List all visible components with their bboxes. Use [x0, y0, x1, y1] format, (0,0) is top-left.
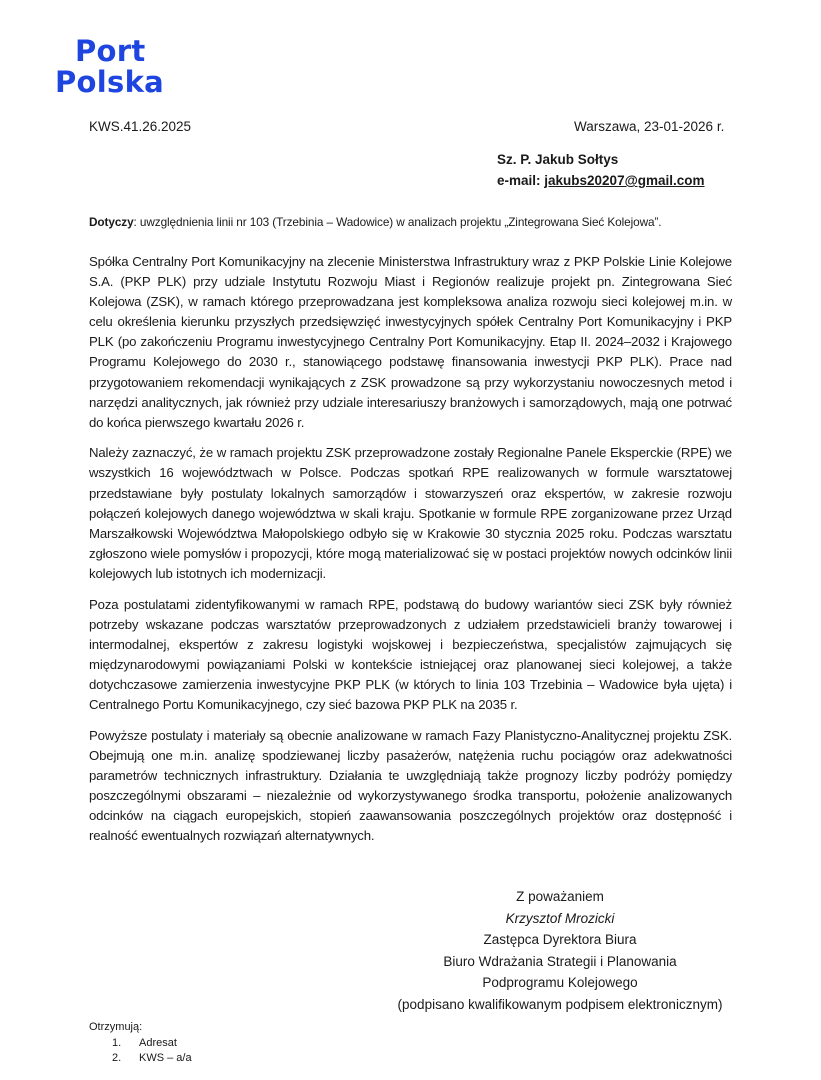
distribution-item: [89, 1036, 192, 1052]
salutation: Z poważaniem: [516, 889, 604, 904]
distribution-item-text: KWS – a/a: [139, 1052, 192, 1064]
signer-name: Krzysztof Mrozicki: [505, 910, 615, 926]
signature-note: (podpisano kwalifikowanym podpisem elektronicznym): [397, 996, 723, 1012]
port-polska-logo: [55, 36, 164, 98]
body-paragraph: Spółka Centralny Port Komunikacyjny na zlecenie Ministerstwa Infrastruktury wraz z PKP Polskie Linie Kolejowe S.A. (PKP PLK) przy udziale Instytutu Rozwoju Miast i Regionów realizuje projekt pn. Zintegrowana Sieć Kolejowa (ZSK), w ramach którego przeprowadzana jest kompleksowa analiza rozwoju sieci kolejowej m.in. w celu określenia kierunku przyszłych przedsięwzięć inwestycyjnych spółek Centralny Port Komunikacyjny i PKP PLK (po zakończeniu Programu inwestycyjnego Centralny Port Komunikacyjny. Etap II. 2024–2032 i Krajowego Programu Kolejowego do 2030 r., stanowiącego podstawę finansowania inwestycji PKP PLK). Prace nad przygotowaniem rekomendacji wynikających z ZSK prowadzone są przy wykorzystaniu nowoczesnych metod i narzędzi analitycznych, jak również przy udziale interesariuszy branżowych i samorządowych, mają one potrwać do końca pierwszego kwartału 2026 r.: [89, 254, 732, 430]
subject-label: Dotyczy: [89, 215, 134, 229]
subject-line: [89, 215, 661, 229]
subject-text: : uwzględnienia linii nr 103 (Trzebinia – Wadowice) w analizach projektu „Zintegrowana Sieć Kolejowa”.: [133, 215, 662, 229]
distribution-item-number: 2.: [112, 1052, 122, 1064]
recipient-block: [497, 149, 705, 191]
reference-number: KWS.41.26.2025: [89, 119, 192, 134]
signer-title: Zastępca Dyrektora Biura: [483, 932, 637, 947]
recipient-name: Sz. P. Jakub Sołtys: [497, 152, 619, 167]
body-paragraph: Powyższe postulaty i materiały są obecnie analizowane w ramach Fazy Planistyczno-Analitycznej projektu ZSK. Obejmują one m.in. analizę spodziewanej liczby pasażerów, natężenia ruchu pociągów oraz adekwatności parametrów technicznych infrastruktury. Działania te uwzględniają także prognozy liczby podróży pomiędzy poszczególnymi obszarami – niezależnie od wykorzystywanego środka transportu, położenie analizowanych odcinków na ciągach europejskich, stopień zaawansowania poszczególnych projektów oraz dostępność i realność ewentualnych rozwiązań alternatywnych.: [89, 727, 732, 844]
recipient-email-line: [497, 170, 705, 191]
body-paragraph: Należy zaznaczyć, że w ramach projektu ZSK przeprowadzone zostały Regionalne Panele Eksperckie (RPE) we wszystkich 16 województwach w Polsce. Podczas spotkań RPE realizowanych w formule warsztatowej przedstawiane były postulaty lokalnych samorządów i stowarzyszeń oraz ekspertów, w zakresie rozwoju połączeń kolejowych danego województwa w skali kraju. Spotkanie w formule RPE zorganizowane przez Urząd Marszałkowski Województwa Małopolskiego odbyło się w Krakowie 30 stycznia 2025 roku. Podczas warsztatu zgłoszono wiele pomysłów i propozycji, które mogą materializować się w postaci projektów nowych odcinków linii kolejowych lub istotnych ich modernizacji.: [89, 445, 732, 581]
email-label: e-mail:: [497, 173, 545, 188]
body-paragraph: Poza postulatami zidentyfikowanymi w ramach RPE, podstawą do budowy wariantów sieci ZSK były również potrzeby wskazane podczas warsztatów przeprowadzonych z udziałem przedstawicieli branży towarowej i intermodalnej, ekspertów z zakresu logistyki wojskowej i bezpieczeństwa, specjalistów zajmujących się międzynarodowymi powiązaniami Polski w kontekście istniejącej oraz planowanej sieci kolejowej, a także dotychczasowe zamierzenia inwestycyjne PKP PLK (w których to linia 103 Trzebinia – Wadowice była ujęta) i Centralnego Portu Komunikacyjnego, czy sieć bazowa PKP PLK na 2035 r.: [89, 596, 732, 712]
distribution-item-text: Adresat: [139, 1036, 177, 1049]
distribution-item: [89, 1051, 192, 1067]
place-date: Warszawa, 23-01-2026 r.: [574, 119, 725, 134]
distribution-list: [89, 1020, 192, 1067]
letter-body: [89, 252, 732, 857]
department-line-1: Biuro Wdrażania Strategii i Planowania: [443, 953, 677, 969]
signature-block: [350, 886, 770, 1015]
logo-line-port: Port: [75, 34, 146, 68]
logo-line-polska: Polska: [55, 65, 165, 99]
distribution-item-number: 1.: [112, 1036, 122, 1049]
distribution-label: Otrzymują:: [89, 1021, 143, 1033]
recipient-email-link[interactable]: jakubs20207@gmail.com: [544, 173, 705, 188]
department-line-2: Podprogramu Kolejowego: [482, 975, 638, 990]
